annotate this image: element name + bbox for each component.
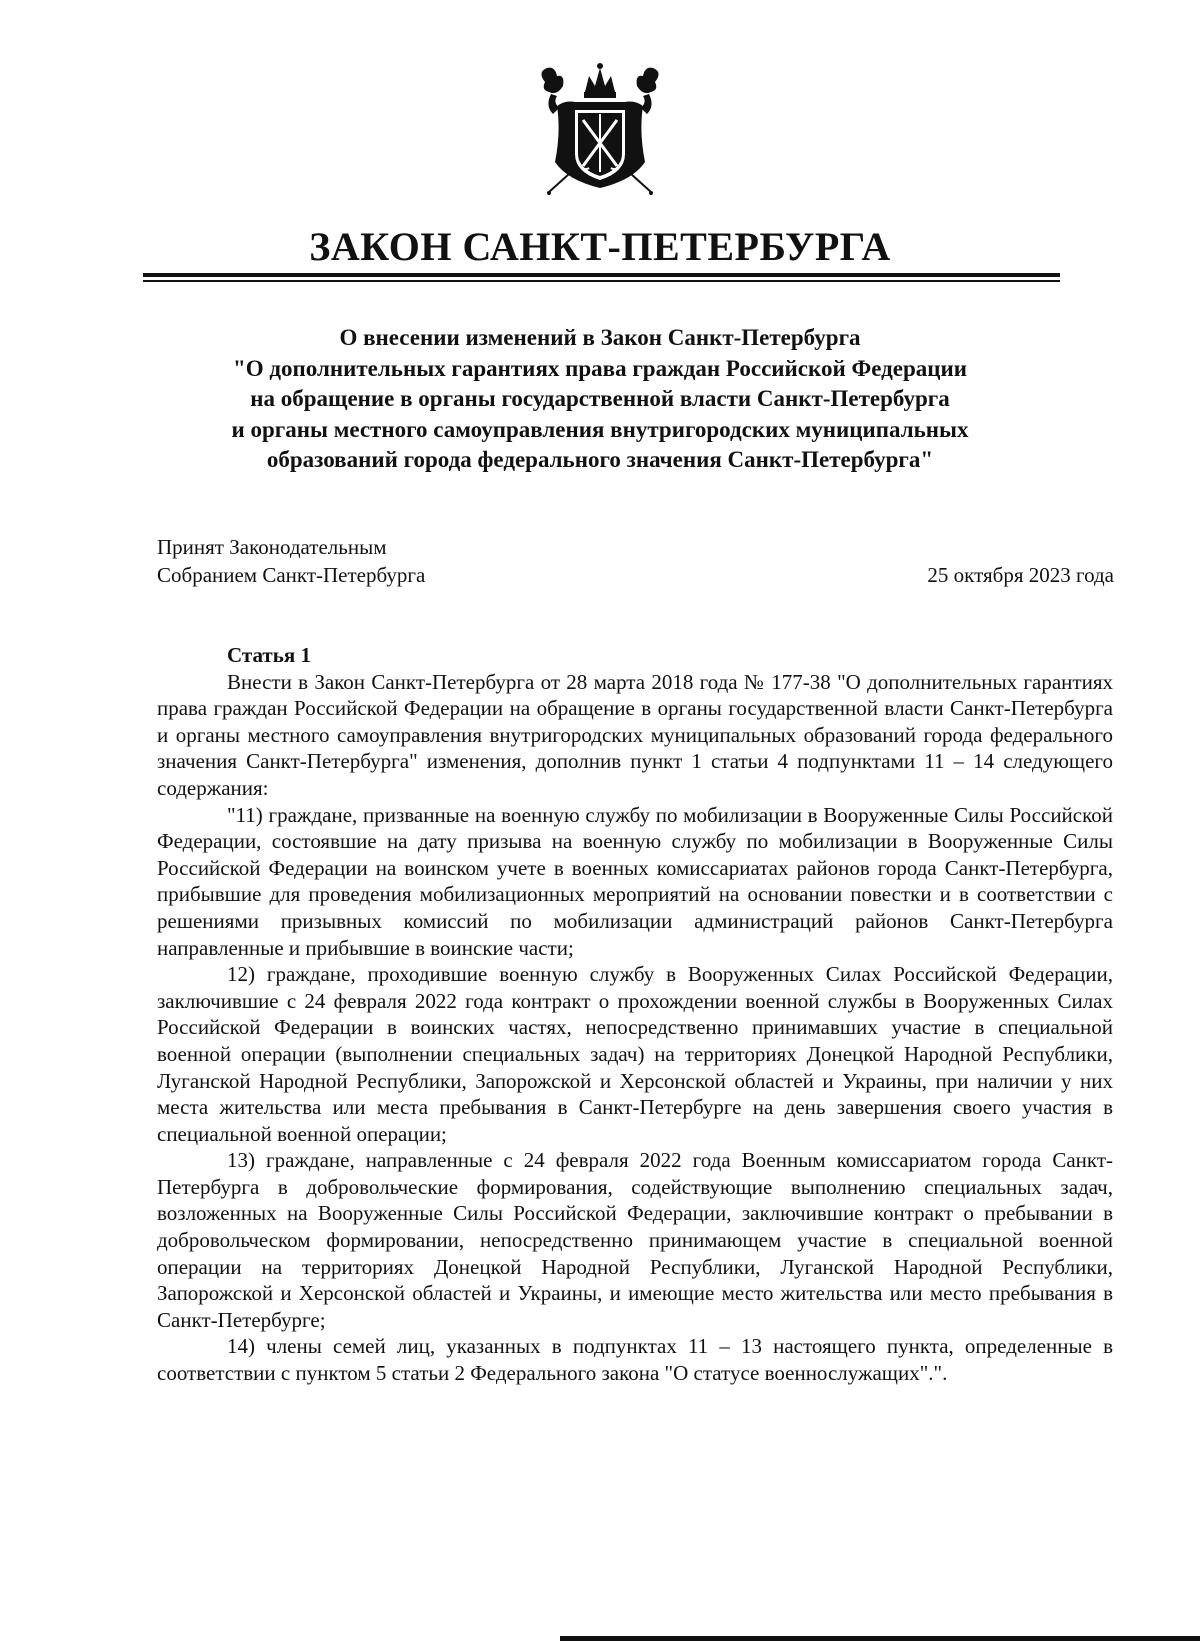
article-paragraph: Внести в Закон Санкт-Петербурга от 28 марта 2018 года № 177-38 "О дополнительных гарантиях права граждан Российской Федерации на обращение в органы государственной власти Санкт-Петербурга и органы местного самоуправления внутригородских муниципальных образований города федерального значения Санкт-Петербурга" изменения, дополнив пункт 1 статьи 4 подпунктами 11 – 14 следующего содержания: [157, 669, 1113, 800]
article-paragraph: "11) граждане, призванные на военную службу по мобилизации в Вооруженные Силы Российской Федерации, состоявшие на дату призыва на военную службу по мобилизации в Вооруженные Силы Российской Федерации на воинском учете в военных комиссариатах районов города Санкт-Петербурга, прибывшие для проведения мобилизационных мероприятий на основании повестки и в соответствии с решениями призывных комиссий по мобилизации администраций районов Санкт-Петербурга направленные и прибывшие в воинские части; [157, 802, 1113, 960]
title-rule-thin [143, 280, 1060, 282]
subtitle-line: О внесении изменений в Закон Санкт-Петербурга [339, 325, 861, 350]
subtitle-line: на обращение в органы государственной власти Санкт-Петербурга [250, 386, 950, 411]
article-paragraph: 14) члены семей лиц, указанных в подпунктах 11 – 13 настоящего пункта, определенные в соответствии с пунктом 5 статьи 2 Федерального закона "О статусе военнослужащих".". [157, 1334, 1113, 1386]
subtitle-line: "О дополнительных гарантиях права граждан Российской Федерации [232, 355, 968, 381]
document-title: ЗАКОН САНКТ-ПЕТЕРБУРГА [309, 224, 891, 269]
article-paragraph: 12) граждане, проходившие военную службу в Вооруженных Силах Российской Федерации, заключившие с 24 февраля 2022 года контракт о прохождении военной службы в Вооруженных Силах Российской Федерации в воинских частях, непосредственно принимавших участие в специальной военной операции (выполнении специальных задач) на территориях Донецкой Народной Республики, Луганской Народной Республики, Запорожской и Херсонской областей и Украины, при наличии у них места жительства или места пребывания в Санкт-Петербурге на день завершения своего участия в специальной военной операции; [157, 962, 1113, 1146]
subtitle-line: образований города федерального значения Санкт-Петербурга" [266, 447, 934, 472]
adoption-date: 25 октября 2023 года [927, 563, 1114, 587]
document-subtitle [150, 323, 1050, 476]
subtitle-line: и органы местного самоуправления внутригородских муниципальных [231, 416, 969, 442]
adoption-line: Принят Законодательным [157, 535, 387, 559]
article-paragraph: 13) граждане, направленные с 24 февраля 2022 года Военным комиссариатом города Санкт-Петербурга в добровольческие формирования, содействующие выполнению специальных задач, возложенных на Вооруженные Силы Российской Федерации, заключившие контракт о пребывании в добровольческом формировании, непосредственно принимающем участие в специальной военной операции на территориях Донецкой Народной Республики, Луганской Народной Республики, Запорожской и Херсонской областей и Украины, и имеющие место жительства или место пребывания в Санкт-Петербурге; [157, 1148, 1113, 1332]
saint-petersburg-coat-of-arms-icon [535, 62, 665, 200]
title-rule-thick [143, 273, 1060, 277]
article-1 [157, 642, 1113, 1387]
article-heading: Статья 1 [227, 643, 311, 667]
adoption-line: Собранием Санкт-Петербурга [157, 563, 426, 587]
adoption-note [157, 533, 425, 589]
scan-edge-shadow [560, 1636, 1200, 1641]
